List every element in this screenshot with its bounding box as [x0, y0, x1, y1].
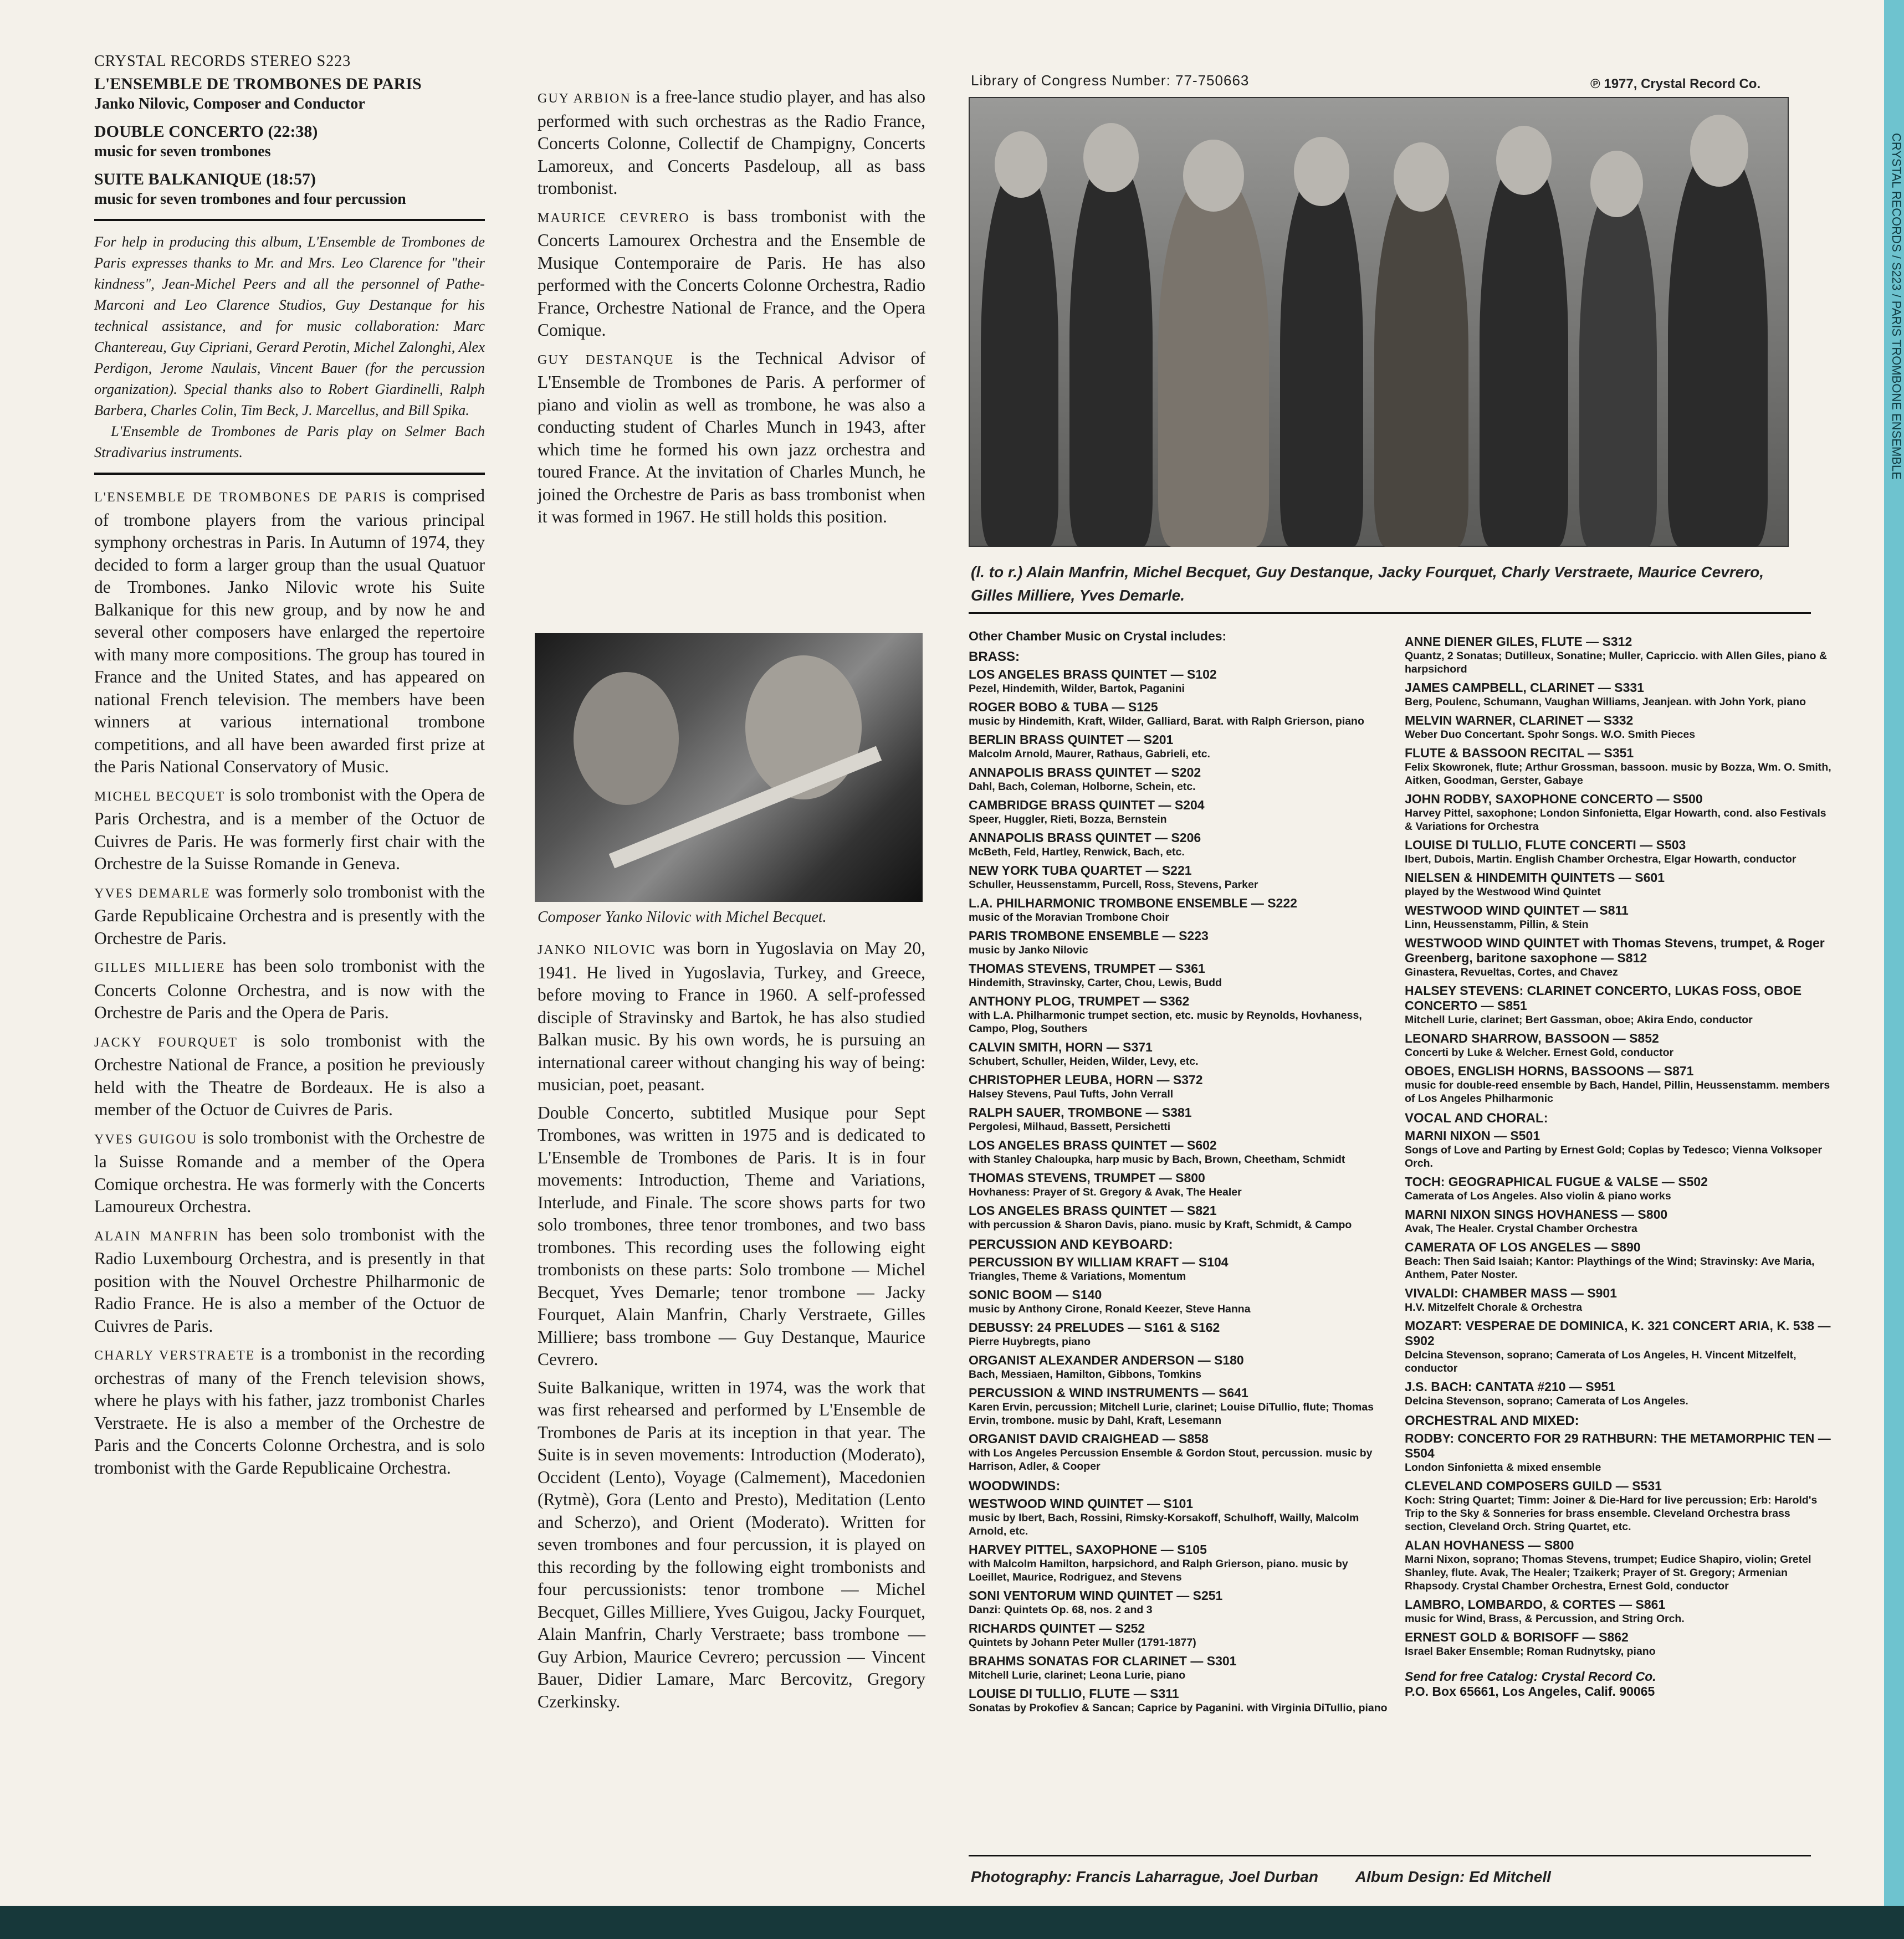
middle-column	[538, 86, 925, 534]
catalog-entry-detail: Pezel, Hindemith, Wilder, Bartok, Paganini	[969, 683, 1185, 695]
catalog-entry-detail: music by Hindemith, Kraft, Wilder, Galliard, Barat. with Ralph Grierson, piano	[969, 715, 1364, 727]
catalog-entry-title: CAMERATA OF LOS ANGELES — S890	[1405, 1240, 1641, 1254]
catalog-entry-title: J.S. BACH: CANTATA #210 — S951	[1405, 1379, 1616, 1394]
bio-paragraph: CHARLY VERSTRAETE is a trombonist in the recording orchestras of many of the French television shows, where he plays with his father, jazz trombonist Charles Verstraete. He is also a member of the Orchestre de Paris and the Concerts Colonne Orchestra, and is solo trombonist with the Garde Republicaine Orchestra.	[94, 1344, 485, 1478]
catalog-entry-title: HARVEY PITTEL, SAXOPHONE — S105	[969, 1542, 1207, 1557]
face-shape	[1496, 126, 1552, 195]
catalog-entry	[969, 1386, 1390, 1427]
catalog-entry-detail: played by the Westwood Wind Quintet	[1405, 886, 1601, 898]
catalog-entry-title: LOS ANGELES BRASS QUINTET — S821	[969, 1203, 1217, 1218]
catalog-entry-detail: Concerti by Luke & Welcher. Ernest Gold, conductor	[1405, 1047, 1674, 1059]
catalog-entry	[1405, 1064, 1831, 1105]
bio-paragraph: L'ENSEMBLE DE TROMBONES DE PARIS is comprised of trombone players from the various principal symphony orchestras in Paris. In Autumn of 1974, they decided to form a larger group than the usual Quatuor de Trombones. Janko Nilovic wrote his Suite Balkanique for this new group, and by now he and several other composers have enlarged the repertoire with many more compositions. The group has toured in France and the United States, and has appeared on national French television. The members have been winners at various international trombone competitions, and all have been awarded first prize at the Paris National Conservatory of Music.	[94, 486, 485, 776]
composer-photo	[535, 633, 923, 902]
catalog-entry-detail: with Stanley Chaloupka, harp music by Bach, Brown, Cheetham, Schmidt	[969, 1153, 1345, 1166]
catalog-entry-title: MARNI NIXON — S501	[1405, 1128, 1540, 1143]
bio-paragraph: GILLES MILLIERE has been solo trombonist with the Concerts Colonne Orchestra, and is now with the Orchestre de Paris and the Opera de Paris.	[94, 956, 485, 1022]
bio-paragraph: JANKO NILOVIC was born in Yugoslavia on May 20, 1941. He lived in Yugoslavia, Turkey, and Greece, before moving to France in 1960. A self-professed disciple of Stravinsky and Bartok, he has also studied Balkan music. By his own words, he is pursuing an international career without changing his way of being: musician, poet, peasant.	[538, 938, 925, 1094]
catalog-entry-title: RODBY: CONCERTO FOR 29 RATHBURN: THE METAMORPHIC TEN — S504	[1405, 1431, 1831, 1460]
catalog-entry	[1405, 1286, 1831, 1314]
catalog-entry	[969, 1432, 1390, 1473]
catalog-entry	[969, 1588, 1390, 1617]
catalog-entry-title: WESTWOOD WIND QUINTET — S101	[969, 1496, 1194, 1511]
catalog-entry-title: LOS ANGELES BRASS QUINTET — S102	[969, 667, 1217, 681]
catalog-entry	[969, 1496, 1390, 1538]
catalog-entry-title: CALVIN SMITH, HORN — S371	[969, 1040, 1153, 1054]
catalog-entry-detail: Bach, Messiaen, Hamilton, Gibbons, Tomkins	[969, 1368, 1202, 1381]
thanks-paragraph: For help in producing this album, L'Ensemble de Trombones de Paris expresses thanks to Mr. and Mrs. Leo Clarence for "their kindness", Jean-Michel Peers and all the personnel of Pathe-Marconi and Leo Clarence Studios, Guy Destanque for his technical assistance, and for music collaboration: Marc Chantereau, Guy Cipriani, Gerard Perotin, Michel Zalonghi, Alex Perdigon, Jerome Naulais, Vincent Bauer (for the percussion organization). Special thanks also to Robert Giardinelli, Ralph Barbera, Charles Colin, Tim Beck, J. Marcellus, and Bill Spika.	[94, 233, 485, 418]
catalog-entry	[1405, 838, 1831, 866]
catalog-entry-detail: music by Ibert, Bach, Rossini, Rimsky-Korsakoff, Schulhoff, Wailly, Malcolm Arnold, etc.	[969, 1512, 1359, 1537]
catalog-entry-detail: Avak, The Healer. Crystal Chamber Orchestra	[1405, 1223, 1637, 1235]
catalog-entry-detail: Koch: String Quartet; Timm: Joiner & Die-Hard for live percussion; Erb: Harold's Trip to the Sky & Sonneries for brass ensemble. Cleveland Orchestra brass section, Cleveland Orch. String Quartet, etc.	[1405, 1494, 1818, 1533]
catalog-entry-title: MOZART: VESPERAE DE DOMINICA, K. 321 CONCERT ARIA, K. 538 — S902	[1405, 1319, 1831, 1348]
catalog-entry-detail: Songs of Love and Parting by Ernest Gold; Coplas by Tedesco; Vienna Volksoper Orch.	[1405, 1144, 1823, 1169]
catalog-entry	[969, 1320, 1390, 1348]
catalog-entry	[969, 732, 1390, 761]
catalog-entry	[1405, 713, 1831, 741]
catalog-entry-title: ORGANIST ALEXANDER ANDERSON — S180	[969, 1353, 1244, 1367]
catalog-entry-detail: Israel Baker Ensemble; Roman Rudnytsky, piano	[1405, 1645, 1656, 1658]
catalog-entry	[969, 929, 1390, 957]
catalog-entry-detail: music of the Moravian Trombone Choir	[969, 911, 1169, 924]
catalog-entry	[1405, 1431, 1831, 1474]
catalog-entry-detail: Camerata of Los Angeles. Also violin & piano works	[1405, 1190, 1671, 1202]
catalog-entry	[1405, 903, 1831, 931]
catalog-entry	[1405, 792, 1831, 833]
catalog-entry	[969, 700, 1390, 728]
catalog-entry	[1405, 983, 1831, 1027]
section-orchestral: ORCHESTRAL AND MIXED:	[1405, 1413, 1579, 1428]
catalog-entry	[969, 1542, 1390, 1584]
catalog-entry-detail: music for double-reed ensemble by Bach, Handel, Pillin, Heussenstamm. members of Los Angeles Philharmonic	[1405, 1079, 1830, 1105]
catalog-entry	[969, 1686, 1390, 1715]
catalog-entry	[1405, 1538, 1831, 1593]
catalog-entry-title: PERCUSSION & WIND INSTRUMENTS — S641	[969, 1386, 1248, 1400]
catalog-entry-title: ORGANIST DAVID CRAIGHEAD — S858	[969, 1432, 1209, 1446]
left-column	[94, 53, 485, 1485]
catalog-entry-title: ALAN HOVHANESS — S800	[1405, 1538, 1574, 1552]
catalog-entry-detail: Mitchell Lurie, clarinet; Leona Lurie, piano	[969, 1669, 1186, 1681]
spine-text: CRYSTAL RECORDS / S223 / PARIS TROMBONE ENSEMBLE	[1890, 133, 1903, 480]
work-2-title: SUITE BALKANIQUE (18:57)	[94, 170, 316, 188]
catalog-entry-title: LOS ANGELES BRASS QUINTET — S602	[969, 1138, 1217, 1152]
catalog-entry-detail: Pierre Huybregts, piano	[969, 1336, 1091, 1348]
catalog-entry	[969, 994, 1390, 1035]
label-line: CRYSTAL RECORDS STEREO S223	[94, 53, 351, 70]
catalog-entry	[1405, 680, 1831, 709]
catalog-entry	[1405, 870, 1831, 899]
catalog-entry-title: MARNI NIXON SINGS HOVHANESS — S800	[1405, 1207, 1668, 1222]
bio-paragraph: ALAIN MANFRIN has been solo trombonist with the Radio Luxembourg Orchestra, and is presently in that position with the Nouvel Orchestre Philharmonic de Radio France. He is also a member of the Octuor de Cuivres de Paris.	[94, 1224, 485, 1336]
face-shape	[1294, 137, 1349, 206]
catalog-entry	[1405, 746, 1831, 787]
catalog-entry-title: RICHARDS QUINTET — S252	[969, 1621, 1145, 1635]
bio-paragraph: GUY ARBION is a free-lance studio player, and has also performed with such orchestras as the Radio France, Concerts Colonne, Collectif de Champigny, Concerts Lamoreux, and Concerts Pasdeloup, all as bass trombonist.	[538, 87, 925, 198]
catalog-entry-title: ROGER BOBO & TUBA — S125	[969, 700, 1158, 714]
catalog-entry-title: OBOES, ENGLISH HORNS, BASSOONS — S871	[1405, 1064, 1694, 1078]
catalog-entry-detail: music for Wind, Brass, & Percussion, and String Orch.	[1405, 1613, 1685, 1625]
catalog-entry-detail: Linn, Heussenstamm, Pillin, & Stein	[1405, 919, 1589, 931]
ensemble-photo-caption: (l. to r.) Alain Manfrin, Michel Becquet, Guy Destanque, Jacky Fourquet, Charly Verstraete, Maurice Cevrero, Gilles Milliere, Yves Demarle.	[971, 563, 1764, 604]
catalog-entry-detail: Weber Duo Concertant. Spohr Songs. W.O. Smith Pieces	[1405, 729, 1696, 741]
catalog-entry-title: SONIC BOOM — S140	[969, 1287, 1102, 1302]
library-of-congress: Library of Congress Number: 77-750663	[971, 72, 1250, 89]
catalog-entry	[1405, 1174, 1831, 1203]
catalog-entry	[1405, 936, 1831, 979]
ensemble-title: L'ENSEMBLE DE TROMBONES DE PARIS	[94, 75, 422, 93]
catalog-entry-title: ANNAPOLIS BRASS QUINTET — S202	[969, 765, 1201, 779]
composer-line: Janko Nilovic, Composer and Conductor	[94, 95, 365, 112]
catalog-entry-title: DEBUSSY: 24 PRELUDES — S161 & S162	[969, 1320, 1220, 1335]
divider	[94, 473, 485, 475]
catalog-entry-title: NIELSEN & HINDEMITH QUINTETS — S601	[1405, 870, 1665, 885]
catalog-entry-detail: Triangles, Theme & Variations, Momentum	[969, 1270, 1186, 1283]
divider	[969, 1855, 1811, 1856]
bio-paragraph: YVES DEMARLE was formerly solo trombonist with the Garde Republicaine Orchestra and is presently with the Orchestre de Paris.	[94, 881, 485, 948]
catalog-entry-detail: Ginastera, Revueltas, Cortes, and Chavez	[1405, 966, 1618, 978]
catalog-entry-title: JOHN RODBY, SAXOPHONE CONCERTO — S500	[1405, 792, 1703, 806]
catalog-entry-detail: music by Anthony Cirone, Ronald Keezer, Steve Hanna	[969, 1303, 1251, 1315]
work-1-sub: music for seven trombones	[94, 143, 271, 160]
catalog-entry-title: VIVALDI: CHAMBER MASS — S901	[1405, 1286, 1617, 1300]
catalog-entry-title: WESTWOOD WIND QUINTET with Thomas Stevens, trumpet, & Roger Greenberg, baritone saxophone — S812	[1405, 936, 1825, 965]
catalog-entry	[969, 1654, 1390, 1682]
instrument-note: L'Ensemble de Trombones de Paris play on Selmer Bach Stradivarius instruments.	[94, 423, 485, 460]
catalog-entry	[969, 798, 1390, 826]
catalog-entry-title: LOUISE DI TULLIO, FLUTE — S311	[969, 1686, 1179, 1701]
face-shape	[1183, 140, 1244, 212]
catalog-entry	[969, 1040, 1390, 1068]
catalog-entry	[969, 1353, 1390, 1381]
face-shape	[574, 672, 679, 805]
catalog-entry-detail: H.V. Mitzelfelt Chorale & Orchestra	[1405, 1301, 1583, 1314]
divider	[94, 219, 485, 221]
catalog-entry	[969, 1073, 1390, 1101]
catalog-entry-detail: Sonatas by Prokofiev & Sancan; Caprice by Paganini. with Virginia DiTullio, piano	[969, 1702, 1388, 1714]
catalog-address: Send for free Catalog: Crystal Record Co. P.O. Box 65661, Los Angeles, Calif. 90065	[1405, 1669, 1656, 1699]
catalog-entry-title: ANNE DIENER GILES, FLUTE — S312	[1405, 634, 1632, 649]
double-concerto-paragraph: Double Concerto, subtitled Musique pour Sept Trombones, was written in 1975 and is dedicated to L'Ensemble de Trombones de Paris. It is in four movements: Introduction, Theme and Variations, Interlude, and Finale. The score shows parts for two solo trombones, three tenor trombones, and two bass trombones. This recording uses the following eight trombonists on these parts: Solo trombone — Michel Becquet, Yves Demarle; tenor trombone — Jacky Fourquet, Alain Manfrin, Charly Verstraete, Gilles Milliere; bass trombone — Guy Destanque, Maurice Cevrero.	[538, 1102, 925, 1369]
face-shape	[1690, 115, 1748, 187]
photo-credit: Photography: Francis Laharrague, Joel Durban	[971, 1868, 1319, 1885]
bio-paragraph: MICHEL BECQUET is solo trombonist with the Opera de Paris Orchestra, and is a member of the Octuor de Cuivres de Paris. He was formerly first chair with the Orchestre de la Suisse Romande in Geneva.	[94, 784, 485, 873]
catalog-entry-detail: music by Janko Nilovic	[969, 944, 1088, 956]
catalog-entry	[969, 961, 1390, 989]
composer-photo-caption: Composer Yanko Nilovic with Michel Becquet.	[538, 909, 827, 926]
catalog-entry	[969, 1621, 1390, 1649]
catalog-entry	[969, 1138, 1390, 1166]
catalog-entry	[969, 1287, 1390, 1316]
catalog-entry-title: PERCUSSION BY WILLIAM KRAFT — S104	[969, 1255, 1229, 1269]
catalog-entry	[969, 765, 1390, 793]
face-shape	[1083, 123, 1139, 192]
section-brass: BRASS:	[969, 649, 1020, 664]
bio-paragraph: YVES GUIGOU is solo trombonist with the Orchestre de la Suisse Romande and a member of the Opera Comique orchestra. He was formerly with the Concerts Lamoureux Orchestra.	[94, 1127, 485, 1216]
work-1-title: DOUBLE CONCERTO (22:38)	[94, 122, 318, 141]
catalog-entry-title: BRAHMS SONATAS FOR CLARINET — S301	[969, 1654, 1237, 1668]
catalog-entry-detail: with L.A. Philharmonic trumpet section, etc. music by Reynolds, Hovhaness, Campo, Plog, Southers	[969, 1009, 1362, 1035]
catalog-entry	[1405, 1319, 1831, 1375]
bio-paragraph: MAURICE CEVRERO is bass trombonist with the Concerts Lamourex Orchestra and the Ensemble de Musique Contemporaire de Paris. He has also performed with the Concerts Colonne Orchestra, Radio France, Orchestre National de France, and the Opera Comique.	[538, 206, 926, 340]
figure	[1374, 170, 1468, 547]
section-vocal: VOCAL AND CHORAL:	[1405, 1111, 1548, 1126]
catalog-entry	[1405, 1240, 1831, 1281]
catalog-entry	[1405, 1479, 1831, 1533]
catalog-entry	[969, 667, 1390, 695]
ensemble-photo	[969, 97, 1789, 547]
catalog-entry-detail: Quantz, 2 Sonatas; Dutilleux, Sonatine; Muller, Capriccio. with Allen Giles, piano & harpsichord	[1405, 650, 1828, 675]
bottom-edge	[0, 1906, 1904, 1939]
catalog-entry-title: ERNEST GOLD & BORISOFF — S862	[1405, 1630, 1629, 1644]
catalog-entry-detail: Harvey Pittel, saxophone; London Sinfonietta, Elgar Howarth, cond. also Festivals & Variations for Orchestra	[1405, 807, 1826, 833]
catalog-entry-detail: Malcolm Arnold, Maurer, Rathaus, Gabrieli, etc.	[969, 748, 1210, 760]
catalog-entry-title: JAMES CAMPBELL, CLARINET — S331	[1405, 680, 1644, 695]
catalog-entry-title: PARIS TROMBONE ENSEMBLE — S223	[969, 929, 1209, 943]
catalog-entry-detail: Speer, Huggler, Rieti, Bozza, Bernstein	[969, 813, 1167, 825]
catalog-entry-title: BERLIN BRASS QUINTET — S201	[969, 732, 1174, 747]
catalog-entry-title: SONI VENTORUM WIND QUINTET — S251	[969, 1588, 1223, 1603]
catalog-entry-title: THOMAS STEVENS, TRUMPET — S800	[969, 1171, 1205, 1185]
catalog-entry-title: CAMBRIDGE BRASS QUINTET — S204	[969, 798, 1205, 812]
catalog-entry-title: THOMAS STEVENS, TRUMPET — S361	[969, 961, 1205, 976]
face-shape	[995, 131, 1047, 198]
catalog-entry-title: RALPH SAUER, TROMBONE — S381	[969, 1105, 1192, 1120]
catalog-entry-title: CLEVELAND COMPOSERS GUILD — S531	[1405, 1479, 1662, 1493]
catalog-entry	[969, 1255, 1390, 1283]
catalog-entry-detail: Mitchell Lurie, clarinet; Bert Gassman, oboe; Akira Endo, conductor	[1405, 1014, 1753, 1026]
catalog-left	[969, 629, 1390, 1719]
catalog-entry-detail: Berg, Poulenc, Schumann, Vaughan Williams, Jeanjean. with John York, piano	[1405, 696, 1806, 708]
catalog-entry	[969, 1203, 1390, 1232]
catalog-entry-detail: Hindemith, Stravinsky, Carter, Chou, Lewis, Budd	[969, 977, 1222, 989]
catalog-entry-detail: McBeth, Feld, Hartley, Renwick, Bach, etc.	[969, 846, 1185, 858]
catalog-entry-title: LAMBRO, LOMBARDO, & CORTES — S861	[1405, 1597, 1666, 1612]
work-2-sub: music for seven trombones and four percussion	[94, 191, 406, 208]
catalog-entry	[1405, 1031, 1831, 1059]
catalog-entry	[1405, 634, 1831, 676]
catalog-entry	[1405, 1379, 1831, 1408]
figure	[1579, 181, 1657, 547]
catalog-entry	[969, 863, 1390, 891]
catalog-entry	[969, 1105, 1390, 1133]
catalog-entry-title: LEONARD SHARROW, BASSOON — S852	[1405, 1031, 1659, 1045]
section-woodwinds: WOODWINDS:	[969, 1479, 1061, 1494]
figure	[981, 165, 1058, 547]
catalog-heading: Other Chamber Music on Crystal includes:	[969, 629, 1227, 643]
catalog-entry-title: CHRISTOPHER LEUBA, HORN — S372	[969, 1073, 1203, 1087]
catalog-entry-title: TOCH: GEOGRAPHICAL FUGUE & VALSE — S502	[1405, 1174, 1708, 1189]
catalog-entry-detail: London Sinfonietta & mixed ensemble	[1405, 1461, 1601, 1474]
section-percussion: PERCUSSION AND KEYBOARD:	[969, 1237, 1173, 1252]
catalog-entry-detail: Delcina Stevenson, soprano; Camerata of Los Angeles, H. Vincent Mitzelfelt, conductor	[1405, 1349, 1796, 1374]
catalog-entry	[1405, 1597, 1831, 1625]
catalog-entry	[1405, 1630, 1831, 1658]
catalog-entry	[1405, 1207, 1831, 1235]
catalog-entry-detail: Marni Nixon, soprano; Thomas Stevens, trumpet; Eudice Shapiro, violin; Gretel Shanley, flute. Avak, The Healer; Tzaikerk; Prayer of St. Gregory; Armenian Rhapsody. Crystal Chamber Orchestra, Ernest Gold, conductor	[1405, 1553, 1811, 1592]
catalog-entry-detail: Quintets by Johann Peter Muller (1791-1877)	[969, 1637, 1196, 1649]
credits	[971, 1868, 1584, 1886]
catalog-right	[1405, 634, 1831, 1704]
catalog-entry-detail: Delcina Stevenson, soprano; Camerata of Los Angeles.	[1405, 1395, 1688, 1407]
catalog-entry-detail: Felix Skowronek, flute; Arthur Grossman, bassoon. music by Bozza, Wm. O. Smith, Aitken, Goodman, Gerster, Gabaye	[1405, 761, 1831, 787]
face-shape	[1394, 142, 1449, 212]
catalog-entry	[1405, 1128, 1831, 1170]
figure	[1280, 165, 1363, 547]
catalog-entry	[969, 830, 1390, 859]
catalog-entry-detail: Halsey Stevens, Paul Tufts, John Verrall	[969, 1088, 1174, 1100]
left-bios	[94, 485, 485, 1479]
copyright: ℗ 1977, Crystal Record Co.	[1590, 76, 1761, 91]
figure	[1158, 170, 1269, 547]
catalog-entry-detail: with Los Angeles Percussion Ensemble & Gordon Stout, percussion. music by Harrison, Adler, & Cooper	[969, 1447, 1373, 1473]
face-shape	[1590, 151, 1643, 217]
catalog-entry-title: NEW YORK TUBA QUARTET — S221	[969, 863, 1192, 878]
figure	[1668, 142, 1768, 547]
catalog-entry	[969, 896, 1390, 924]
figure	[1480, 153, 1568, 547]
bio-paragraph: JACKY FOURQUET is solo trombonist with the Orchestre National de France, a position he previously held with the Theatre de Bordeaux. He is also a member of the Octuor de Cuivres de Paris.	[94, 1030, 485, 1119]
catalog-entry	[969, 1171, 1390, 1199]
catalog-entry-detail: Schuller, Heussenstamm, Purcell, Ross, Stevens, Parker	[969, 879, 1258, 891]
catalog-entry-title: FLUTE & BASSOON RECITAL — S351	[1405, 746, 1634, 760]
catalog-entry-detail: with Malcolm Hamilton, harpsichord, and Ralph Grierson, piano. music by Loeillet, Maurice, Rodriguez, and Stevens	[969, 1558, 1348, 1583]
catalog-entry-title: WESTWOOD WIND QUINTET — S811	[1405, 903, 1629, 917]
catalog-entry-detail: Schubert, Schuller, Heiden, Wilder, Levy, etc.	[969, 1055, 1199, 1068]
divider	[969, 612, 1811, 614]
suite-paragraph: Suite Balkanique, written in 1974, was the work that was first rehearsed and performed by L'Ensemble de Trombones de Paris at its inception in that year. The Suite is in seven movements: Introduction (Moderato), Occident (Lento), Voyage (Calmement), Macedonien (Rytmè), Gora (Lento and Presto), Meditation (Lento and Scherzo), and Orient (Moderato). Written for seven trombones and four percussion, it is played on this recording by the following eight trombonists and four percussionists: tenor trombone — Michel Becquet, Gilles Milliere, Yves Guigou, Jacky Fourquet, Alain Manfrin, Charly Verstraete; bass trombone — Guy Arbion, Maurice Cevrero; percussion — Vincent Bauer, Didier Lamare, Marc Bercovitz, Gregory Czerkinsky.	[538, 1377, 925, 1711]
catalog-entry-title: MELVIN WARNER, CLARINET — S332	[1405, 713, 1634, 727]
catalog-entry-detail: with percussion & Sharon Davis, piano. music by Kraft, Schmidt, & Campo	[969, 1219, 1352, 1231]
bio-paragraph: GUY DESTANQUE is the Technical Advisor of L'Ensemble de Trombones de Paris. A performer of piano and violin as well as trombone, he was also a conducting student of Charles Munch in 1943, after which time he formed his own jazz orchestra and toured France. At the invitation of Charles Munch, he joined the Orchestre de Paris as bass trombonist when it was formed in 1967. He still holds this position.	[538, 348, 926, 526]
catalog-entry-detail: Dahl, Bach, Coleman, Holborne, Schein, etc.	[969, 781, 1196, 793]
catalog-entry-title: ANTHONY PLOG, TRUMPET — S362	[969, 994, 1190, 1008]
catalog-entry-detail: Hovhaness: Prayer of St. Gregory & Avak, The Healer	[969, 1186, 1242, 1198]
figure	[1069, 153, 1153, 547]
catalog-entry-detail: Pergolesi, Milhaud, Bassett, Persichetti	[969, 1121, 1171, 1133]
catalog-entry-title: HALSEY STEVENS: CLARINET CONCERTO, LUKAS FOSS, OBOE CONCERTO — S851	[1405, 983, 1802, 1013]
catalog-entry-title: LOUISE DI TULLIO, FLUTE CONCERTI — S503	[1405, 838, 1686, 852]
catalog-entry-detail: Ibert, Dubois, Martin. English Chamber Orchestra, Elgar Howarth, conductor	[1405, 853, 1796, 865]
design-credit: Album Design: Ed Mitchell	[1355, 1868, 1551, 1885]
catalog-entry-detail: Karen Ervin, percussion; Mitchell Lurie, clarinet; Louise DiTullio, flute; Thomas Ervin, trombone. music by Dahl, Kraft, Lesemann	[969, 1401, 1374, 1427]
catalog-entry-detail: Beach: Then Said Isaiah; Kantor: Playthings of the Wind; Stravinsky: Ave Maria, Anthem, Pater Noster.	[1405, 1255, 1815, 1281]
catalog-entry-title: ANNAPOLIS BRASS QUINTET — S206	[969, 830, 1201, 845]
catalog-entry-title: L.A. PHILHARMONIC TROMBONE ENSEMBLE — S222	[969, 896, 1297, 910]
catalog-entry-detail: Danzi: Quintets Op. 68, nos. 2 and 3	[969, 1604, 1153, 1616]
nilovic-text	[538, 937, 925, 1719]
